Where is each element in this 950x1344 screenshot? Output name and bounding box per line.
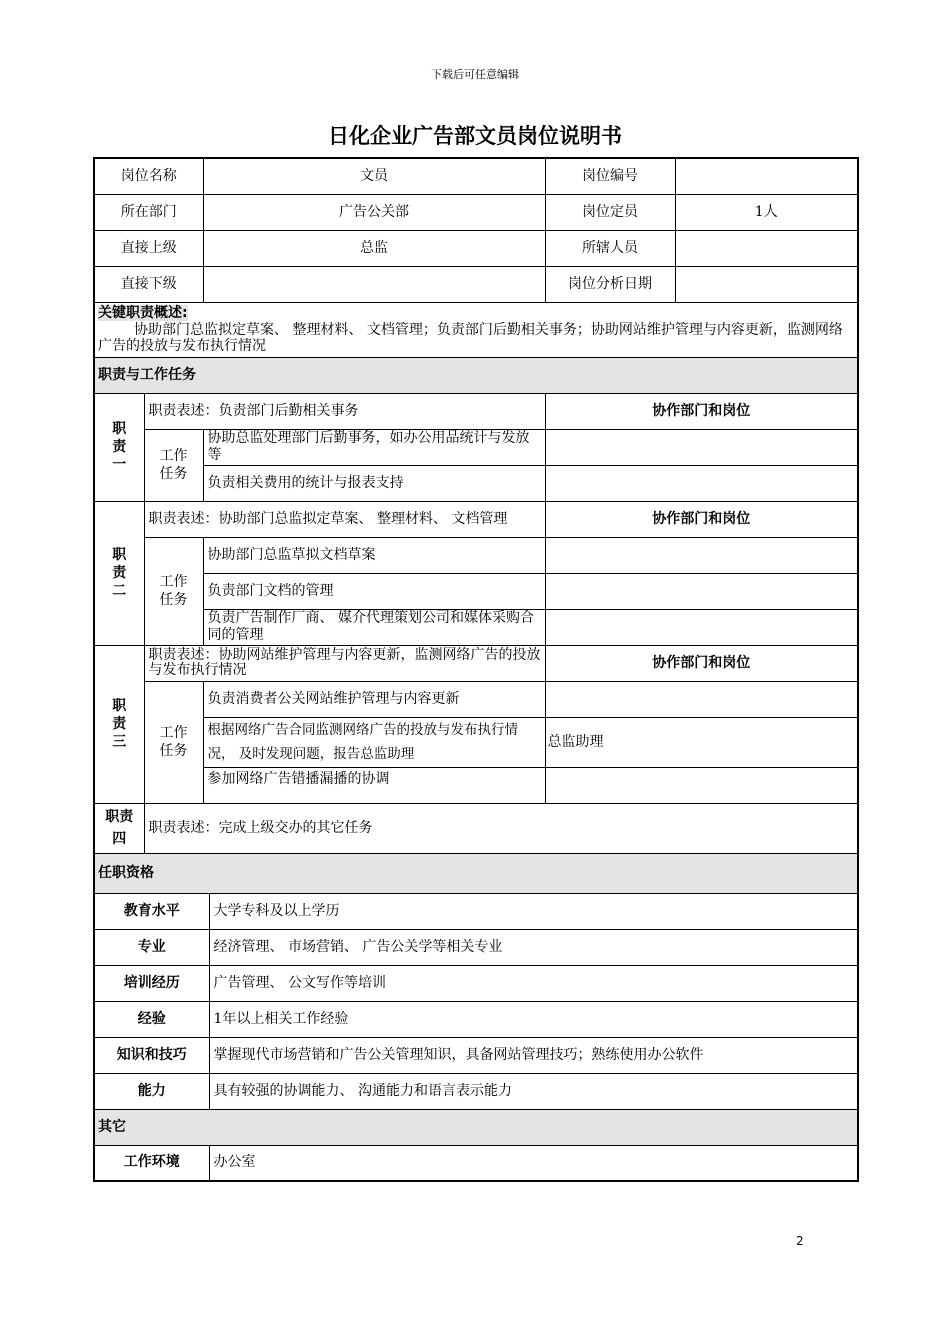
- subordinate-label: 直接下级: [94, 266, 203, 302]
- qual-education-label: 教育水平: [94, 893, 209, 929]
- duty-1-label-text: 职责一: [112, 421, 127, 473]
- duty-2-task-1-coop: [545, 537, 858, 573]
- position-name-label: 岗位名称: [94, 158, 203, 194]
- duty-3-task-3: 参加网络广告错播漏播的协调: [203, 767, 545, 803]
- task-label-text: 工作任务: [159, 448, 188, 482]
- qual-knowledge-value: 掌握现代市场营销和广告公关管理知识，具备网站管理技巧；熟练使用办公软件: [209, 1037, 858, 1073]
- duty-3-task-2-coop: 总监助理: [545, 717, 858, 767]
- task-label-text: 工作任务: [159, 574, 188, 608]
- work-environment-value: 办公室: [209, 1145, 858, 1181]
- page-title: 日化企业广告部文员岗位说明书: [328, 124, 622, 148]
- work-environment-label: 工作环境: [94, 1145, 209, 1181]
- duty-2-label: [94, 501, 144, 645]
- duty-3-task-label: [144, 681, 203, 803]
- duty-2-statement: 职责表述：协助部门总监拟定草案、 整理材料、 文档管理: [144, 501, 545, 537]
- qualifications-heading: 任职资格: [94, 853, 858, 893]
- qual-ability-label: 能力: [94, 1073, 209, 1109]
- other-heading: 其它: [94, 1109, 858, 1145]
- task-label-text: 工作任务: [159, 725, 188, 759]
- qual-training-label: 培训经历: [94, 965, 209, 1001]
- headcount-label: 岗位定员: [545, 194, 675, 230]
- duty-4-label-text: 职责四: [105, 809, 134, 847]
- duty-2-task-3-coop: [545, 609, 858, 645]
- duty-2-task-label: [144, 537, 203, 645]
- position-code-value: [675, 158, 858, 194]
- department-value: 广告公关部: [203, 194, 545, 230]
- superior-label: 直接上级: [94, 230, 203, 266]
- position-name-value: 文员: [203, 158, 545, 194]
- overview-cell: [94, 302, 858, 357]
- position-code-label: 岗位编号: [545, 158, 675, 194]
- duty-3-task-3-coop: [545, 767, 858, 803]
- duty-1-task-label: [144, 429, 203, 501]
- qual-experience-label: 经验: [94, 1001, 209, 1037]
- headcount-value: 1人: [675, 194, 858, 230]
- qual-experience-value: 1年以上相关工作经验: [209, 1001, 858, 1037]
- department-label: 所在部门: [94, 194, 203, 230]
- qual-education-value: 大学专科及以上学历: [209, 893, 858, 929]
- duty-2-label-text: 职责二: [112, 547, 127, 599]
- analysis-date-value: [675, 266, 858, 302]
- duty-4-statement: 职责表述：完成上级交办的其它任务: [144, 803, 858, 853]
- duty-1-task-2: 负责相关费用的统计与报表支持: [203, 465, 545, 501]
- superior-value: 总监: [203, 230, 545, 266]
- qual-knowledge-label: 知识和技巧: [94, 1037, 209, 1073]
- duty-3-label-text: 职责三: [112, 698, 127, 750]
- page-number: 2: [796, 1234, 804, 1248]
- header-note: 下载后可任意编辑: [431, 68, 519, 81]
- duty-3-task-2: 根据网络广告合同监测网络广告的投放与发布执行情况， 及时发现问题，报告总监助理: [203, 717, 545, 767]
- overview-label: 关键职责概述:: [98, 304, 188, 321]
- qual-major-value: 经济管理、 市场营销、 广告公关学等相关专业: [209, 929, 858, 965]
- duty-3-label: [94, 645, 144, 803]
- duty-2-task-2: 负责部门文档的管理: [203, 573, 545, 609]
- subordinates-count-label: 所辖人员: [545, 230, 675, 266]
- qual-training-value: 广告管理、 公文写作等培训: [209, 965, 858, 1001]
- subordinate-value: [203, 266, 545, 302]
- duty-1-statement: 职责表述：负责部门后勤相关事务: [144, 393, 545, 429]
- analysis-date-label: 岗位分析日期: [545, 266, 675, 302]
- job-description-table: [93, 157, 859, 1182]
- qual-ability-value: 具有较强的协调能力、 沟通能力和语言表示能力: [209, 1073, 858, 1109]
- duty-3-statement: 职责表述：协助网站维护管理与内容更新，监测网络广告的投放与发布执行情况: [144, 645, 545, 681]
- duty-3-task-1: 负责消费者公关网站维护管理与内容更新: [203, 681, 545, 717]
- duty-1-label: [94, 393, 144, 501]
- duty-2-coop-header: 协作部门和岗位: [545, 501, 858, 537]
- duty-3-task-1-coop: [545, 681, 858, 717]
- duties-heading: 职责与工作任务: [94, 357, 858, 393]
- duty-1-task-2-coop: [545, 465, 858, 501]
- duty-2-task-1: 协助部门总监草拟文档草案: [203, 537, 545, 573]
- overview-text: 协助部门总监拟定草案、 整理材料、 文档管理；负责部门后勤相关事务；协助网站维护管理与内容更新，监测网络广告的投放与发布执行情况: [98, 321, 843, 354]
- subordinates-count-value: [675, 230, 858, 266]
- duty-2-task-3: 负责广告制作厂商、 媒介代理策划公司和媒体采购合同的管理: [203, 609, 545, 645]
- qual-major-label: 专业: [94, 929, 209, 965]
- duty-2-task-2-coop: [545, 573, 858, 609]
- duty-1-task-1: 协助总监处理部门后勤事务，如办公用品统计与发放等: [203, 429, 545, 465]
- duty-4-label: [94, 803, 144, 853]
- duty-1-coop-header: 协作部门和岗位: [545, 393, 858, 429]
- duty-1-task-1-coop: [545, 429, 858, 465]
- duty-3-coop-header: 协作部门和岗位: [545, 645, 858, 681]
